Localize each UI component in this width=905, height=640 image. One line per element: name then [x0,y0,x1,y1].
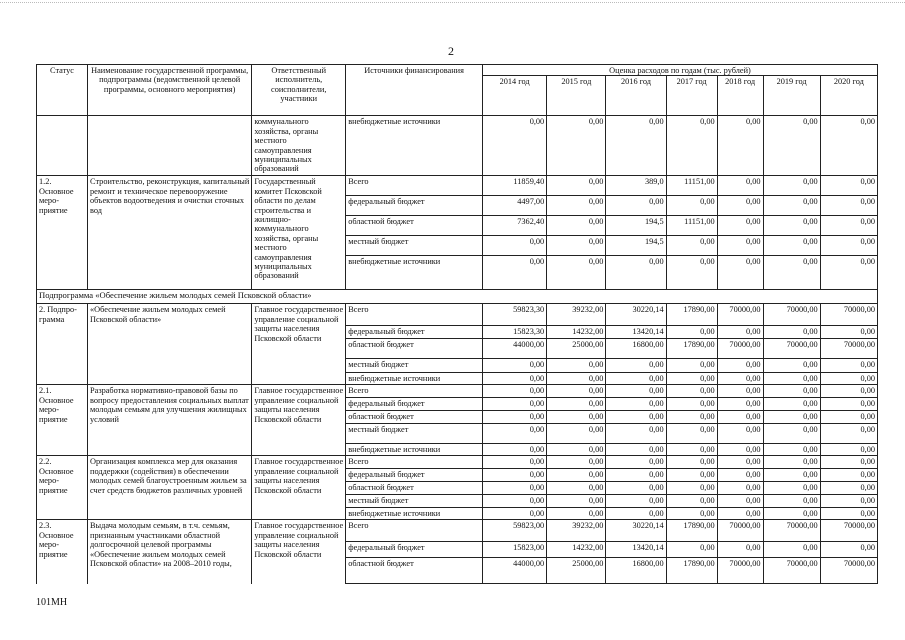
value-cell: 0,00 [717,196,763,216]
subprogram-title: Подпрограмма «Обеспечение жильем молодых семей Псковской области» [37,290,878,304]
value-cell: 70000,00 [820,339,877,359]
executor-cell: Главное государственное управление социальной защиты населения Псковской области [252,520,346,584]
value-cell: 16800,00 [606,339,666,359]
table-row [37,116,878,176]
status-cell: 2.2. Основное меро-приятие [37,456,88,520]
value-cell: 0,00 [482,236,546,256]
value-cell: 0,00 [606,196,666,216]
name-cell: Разработка нормативно-правовой базы по вопросу предоставления социальных выплат молодым семьям для улучшения жилищных условий [88,385,252,456]
value-cell: 0,00 [820,542,877,558]
header-year: 2014 год [482,76,546,116]
value-cell: 0,00 [547,495,606,508]
value-cell: 194,5 [606,216,666,236]
value-cell: 0,00 [820,385,877,398]
source-cell: Всего [346,520,483,542]
source-cell: внебюджетные источники [346,256,483,290]
value-cell: 0,00 [717,469,763,482]
value-cell: 11151,00 [666,216,717,236]
status-cell: 2.3. Основное меро-приятие [37,520,88,584]
value-cell: 0,00 [606,116,666,176]
value-cell: 0,00 [820,116,877,176]
value-cell: 0,00 [717,444,763,456]
value-cell: 59823,30 [482,304,546,326]
value-cell: 0,00 [482,495,546,508]
value-cell: 0,00 [717,256,763,290]
value-cell: 0,00 [606,398,666,411]
value-cell: 0,00 [666,359,717,373]
value-cell: 70000,00 [820,520,877,542]
source-cell: местный бюджет [346,359,483,373]
header-year: 2015 год [547,76,606,116]
value-cell: 0,00 [482,359,546,373]
value-cell: 0,00 [717,373,763,385]
value-cell: 0,00 [717,482,763,495]
value-cell: 0,00 [717,216,763,236]
value-cell: 0,00 [717,176,763,196]
value-cell: 70000,00 [763,558,820,584]
table-row [37,385,878,398]
value-cell: 59823,00 [482,520,546,542]
source-cell: федеральный бюджет [346,469,483,482]
header-year: 2016 год [606,76,666,116]
value-cell: 0,00 [606,456,666,469]
value-cell: 0,00 [547,508,606,520]
value-cell: 0,00 [547,398,606,411]
value-cell: 0,00 [666,398,717,411]
footer-code: 101МН [36,597,68,608]
executor-cell: Главное государственное управление социальной защиты населения Псковской области [252,385,346,456]
value-cell: 0,00 [820,326,877,339]
value-cell: 15823,30 [482,326,546,339]
value-cell: 0,00 [763,385,820,398]
header-sources: Источники финансирования [346,65,483,116]
value-cell: 0,00 [820,469,877,482]
value-cell: 0,00 [482,482,546,495]
value-cell: 0,00 [763,216,820,236]
value-cell: 0,00 [547,411,606,424]
value-cell: 0,00 [666,424,717,444]
value-cell: 0,00 [606,482,666,495]
value-cell: 0,00 [820,411,877,424]
value-cell: 0,00 [606,495,666,508]
header-row [37,65,878,76]
expenses-table [36,64,878,584]
value-cell: 0,00 [763,508,820,520]
table-row [37,456,878,469]
source-cell: федеральный бюджет [346,542,483,558]
value-cell: 0,00 [606,444,666,456]
source-cell: Всего [346,456,483,469]
value-cell: 25000,00 [547,339,606,359]
source-cell: областной бюджет [346,411,483,424]
status-cell: 2. Подпро-грамма [37,304,88,385]
value-cell: 30220,14 [606,304,666,326]
value-cell: 0,00 [763,495,820,508]
header-year: 2018 год [717,76,763,116]
subprogram-row [37,290,878,304]
value-cell: 0,00 [763,196,820,216]
source-cell: внебюджетные источники [346,373,483,385]
value-cell: 0,00 [666,482,717,495]
value-cell: 39232,00 [547,304,606,326]
source-cell: областной бюджет [346,558,483,584]
value-cell: 0,00 [606,508,666,520]
value-cell: 0,00 [547,116,606,176]
source-cell: Всего [346,304,483,326]
source-cell: внебюджетные источники [346,444,483,456]
value-cell: 0,00 [717,385,763,398]
header-year: 2020 год [820,76,877,116]
value-cell: 17890,00 [666,339,717,359]
source-cell: внебюджетные источники [346,508,483,520]
header-name: Наименование государственной программы, подпрограммы (ведомственной целевой программы, основного мероприятия) [88,65,252,116]
value-cell: 0,00 [717,326,763,339]
value-cell: 0,00 [763,424,820,444]
value-cell: 0,00 [547,236,606,256]
value-cell: 0,00 [666,326,717,339]
value-cell: 0,00 [763,542,820,558]
value-cell: 0,00 [482,508,546,520]
value-cell: 0,00 [763,444,820,456]
value-cell: 0,00 [666,411,717,424]
executor-cell: Главное государственное управление социальной защиты населения Псковской области [252,456,346,520]
value-cell: 0,00 [482,411,546,424]
value-cell: 0,00 [547,424,606,444]
value-cell: 0,00 [606,256,666,290]
source-cell: федеральный бюджет [346,398,483,411]
value-cell: 0,00 [717,398,763,411]
value-cell: 0,00 [763,326,820,339]
status-cell [37,116,88,176]
value-cell: 0,00 [666,444,717,456]
value-cell: 0,00 [820,495,877,508]
header-year: 2019 год [763,76,820,116]
value-cell: 11859,40 [482,176,546,196]
value-cell: 15823,00 [482,542,546,558]
value-cell: 14232,00 [547,326,606,339]
value-cell: 0,00 [482,444,546,456]
value-cell: 0,00 [820,256,877,290]
value-cell: 0,00 [763,256,820,290]
value-cell: 194,5 [606,236,666,256]
source-cell: областной бюджет [346,482,483,495]
value-cell: 70000,00 [763,520,820,542]
header-estimate: Оценка расходов по годам (тыс. рублей) [482,65,877,76]
value-cell: 70000,00 [763,339,820,359]
value-cell: 0,00 [763,482,820,495]
value-cell: 0,00 [547,373,606,385]
name-cell: Строительство, реконструкция, капитальный ремонт и техническое перевооружение объектов водоотведения и очистки сточных вод [88,176,252,290]
value-cell: 70000,00 [717,304,763,326]
value-cell: 44000,00 [482,558,546,584]
value-cell: 0,00 [547,176,606,196]
value-cell: 70000,00 [717,520,763,542]
value-cell: 14232,00 [547,542,606,558]
value-cell: 0,00 [547,359,606,373]
value-cell: 0,00 [666,196,717,216]
value-cell: 0,00 [547,385,606,398]
value-cell: 0,00 [763,411,820,424]
value-cell: 17890,00 [666,520,717,542]
value-cell: 0,00 [763,469,820,482]
executor-cell: коммунального хозяйства, органы местного самоуправления муниципальных образований [252,116,346,176]
header-status: Статус [37,65,88,116]
value-cell: 0,00 [763,176,820,196]
table-row [37,520,878,542]
value-cell: 0,00 [666,256,717,290]
source-cell: местный бюджет [346,495,483,508]
value-cell: 0,00 [547,196,606,216]
value-cell: 0,00 [820,236,877,256]
source-cell: федеральный бюджет [346,196,483,216]
value-cell: 0,00 [717,456,763,469]
value-cell: 16800,00 [606,558,666,584]
status-cell: 2.1. Основное меро-приятие [37,385,88,456]
value-cell: 0,00 [717,508,763,520]
source-cell: внебюджетные источники [346,116,483,176]
value-cell: 0,00 [717,116,763,176]
value-cell: 0,00 [666,508,717,520]
value-cell: 0,00 [763,398,820,411]
value-cell: 39232,00 [547,520,606,542]
name-cell [88,116,252,176]
value-cell: 70000,00 [717,339,763,359]
table-row [37,176,878,196]
value-cell: 0,00 [717,359,763,373]
value-cell: 25000,00 [547,558,606,584]
value-cell: 0,00 [666,469,717,482]
value-cell: 0,00 [820,196,877,216]
value-cell: 0,00 [717,495,763,508]
value-cell: 0,00 [820,398,877,411]
value-cell: 11151,00 [666,176,717,196]
value-cell: 0,00 [606,385,666,398]
value-cell: 7362,40 [482,216,546,236]
executor-cell: Государственный комитет Псковской области по делам строительства и жилищно-коммунального хозяйства, органы местного самоуправления муниципальных образований [252,176,346,290]
source-cell: федеральный бюджет [346,326,483,339]
value-cell: 0,00 [820,424,877,444]
page-number: 2 [448,44,454,58]
value-cell: 30220,14 [606,520,666,542]
executor-cell: Главное государственное управление социальной защиты населения Псковской области [252,304,346,385]
value-cell: 0,00 [666,495,717,508]
name-cell: Выдача молодым семьям, в т.ч. семьям, признанным участниками областной долгосрочной целевой программы «Обеспечение жильем молодых семей Псковской области» на 2008–2010 годы, [88,520,252,584]
value-cell: 70000,00 [717,558,763,584]
value-cell: 0,00 [606,359,666,373]
value-cell: 13420,14 [606,542,666,558]
value-cell: 0,00 [820,216,877,236]
value-cell: 0,00 [482,398,546,411]
header-year: 2017 год [666,76,717,116]
value-cell: 0,00 [717,236,763,256]
value-cell: 0,00 [547,456,606,469]
source-cell: областной бюджет [346,216,483,236]
source-cell: Всего [346,176,483,196]
value-cell: 0,00 [763,359,820,373]
name-cell: «Обеспечение жильем молодых семей Псковской области» [88,304,252,385]
value-cell: 0,00 [547,216,606,236]
value-cell: 44000,00 [482,339,546,359]
value-cell: 70000,00 [763,304,820,326]
value-cell: 0,00 [763,456,820,469]
source-cell: областной бюджет [346,339,483,359]
value-cell: 0,00 [547,482,606,495]
value-cell: 0,00 [763,236,820,256]
value-cell: 0,00 [717,424,763,444]
value-cell: 0,00 [717,411,763,424]
value-cell: 0,00 [482,469,546,482]
header-executor: Ответственный исполнитель, соисполнители, участники [252,65,346,116]
scan-top-edge [0,2,905,3]
value-cell: 0,00 [820,176,877,196]
value-cell: 0,00 [482,456,546,469]
value-cell: 0,00 [820,373,877,385]
value-cell: 70000,00 [820,558,877,584]
value-cell: 0,00 [547,469,606,482]
value-cell: 0,00 [666,456,717,469]
value-cell: 0,00 [606,411,666,424]
value-cell: 0,00 [763,373,820,385]
value-cell: 4497,00 [482,196,546,216]
value-cell: 0,00 [606,424,666,444]
value-cell: 0,00 [606,469,666,482]
value-cell: 0,00 [606,373,666,385]
value-cell: 0,00 [666,236,717,256]
value-cell: 0,00 [820,482,877,495]
value-cell: 0,00 [482,256,546,290]
table-row [37,304,878,326]
value-cell: 0,00 [482,385,546,398]
name-cell: Организация комплекса мер для оказания поддержки (содействия) в обеспечении молодых семей благоустроенным жильем за счет средств бюджетов различных уровней [88,456,252,520]
value-cell: 0,00 [820,456,877,469]
value-cell: 0,00 [820,444,877,456]
value-cell: 0,00 [666,385,717,398]
value-cell: 70000,00 [820,304,877,326]
value-cell: 389,0 [606,176,666,196]
value-cell: 13420,14 [606,326,666,339]
value-cell: 0,00 [547,256,606,290]
value-cell: 0,00 [717,542,763,558]
status-cell: 1.2. Основное меро-приятие [37,176,88,290]
value-cell: 17890,00 [666,558,717,584]
value-cell: 17890,00 [666,304,717,326]
value-cell: 0,00 [547,444,606,456]
value-cell: 0,00 [666,542,717,558]
value-cell: 0,00 [763,116,820,176]
source-cell: местный бюджет [346,236,483,256]
value-cell: 0,00 [666,116,717,176]
value-cell: 0,00 [666,373,717,385]
value-cell: 0,00 [820,508,877,520]
value-cell: 0,00 [482,373,546,385]
value-cell: 0,00 [482,424,546,444]
source-cell: местный бюджет [346,424,483,444]
value-cell: 0,00 [820,359,877,373]
value-cell: 0,00 [482,116,546,176]
source-cell: Всего [346,385,483,398]
